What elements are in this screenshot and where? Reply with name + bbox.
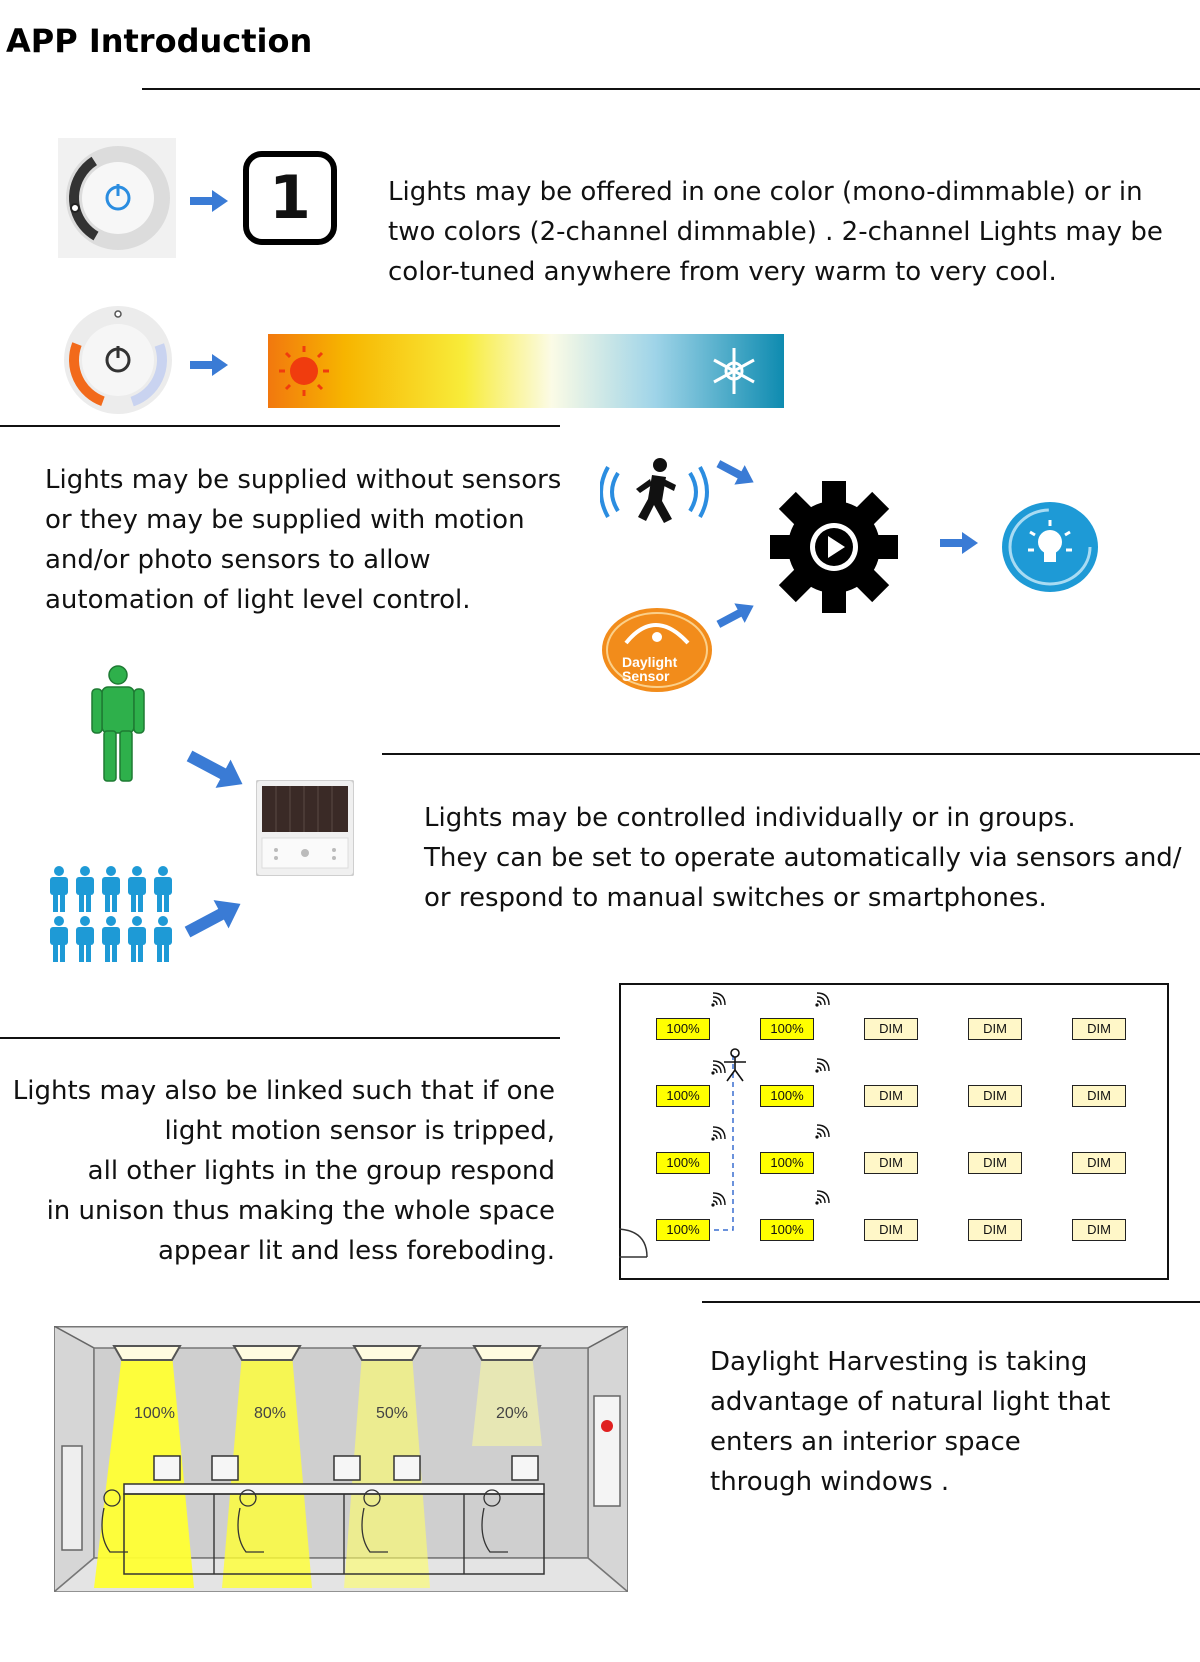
arrow-up-right-icon bbox=[716, 600, 756, 635]
section-divider bbox=[702, 1301, 1200, 1303]
light-cell: DIM bbox=[864, 1085, 918, 1107]
level-label: 50% bbox=[376, 1405, 409, 1422]
daylight-description: Daylight Harvesting is taking advantage of natural light that enters an interior space through windows . bbox=[710, 1347, 1111, 1497]
light-cell: 100% bbox=[656, 1085, 710, 1107]
page-title: APP Introduction bbox=[6, 22, 313, 60]
light-cell: DIM bbox=[1072, 1152, 1126, 1174]
color-description: Lights may be offered in one color (mono-dimmable) or in two colors (2-channel dimmable) . 2-channel Lights may be color-tuned anywhere from very warm to very cool. bbox=[388, 177, 1163, 287]
color-tune-dimmer-icon bbox=[60, 302, 176, 418]
arrow-down-right-icon bbox=[186, 748, 246, 797]
light-cell: DIM bbox=[1072, 1085, 1126, 1107]
daylight-sensor-label-line2: Sensor bbox=[622, 668, 670, 684]
section-divider bbox=[382, 753, 1200, 755]
daylight-sensor-label-line1: Daylight bbox=[622, 654, 678, 670]
light-cell: DIM bbox=[968, 1085, 1022, 1107]
arrow-right-icon bbox=[190, 354, 228, 381]
mono-channel-number: 1 bbox=[269, 163, 311, 233]
sensors-description: Lights may be supplied without sensors or they may be supplied with motion and/or photo sensors to allow automation of light level control. bbox=[45, 465, 562, 615]
group-people-icon bbox=[48, 866, 178, 966]
section-divider bbox=[0, 425, 560, 427]
linked-description: Lights may also be linked such that if one light motion sensor is tripped, all other lights in the group respond in unison thus making the whole space appear lit and less foreboding. bbox=[12, 1076, 555, 1266]
light-cell: DIM bbox=[1072, 1219, 1126, 1241]
single-person-icon bbox=[88, 665, 148, 783]
arrow-right-icon bbox=[940, 532, 978, 559]
groups-description: Lights may be controlled individually or in groups. They can be set to operate automatically via sensors and/ or respond to manual switches or smartphones. bbox=[424, 803, 1182, 913]
motion-sensor-icon bbox=[600, 455, 710, 530]
light-cell: 100% bbox=[760, 1219, 814, 1241]
light-cell: DIM bbox=[864, 1219, 918, 1241]
section-divider bbox=[0, 1037, 560, 1039]
light-cell: 100% bbox=[656, 1018, 710, 1040]
light-cell: DIM bbox=[968, 1018, 1022, 1040]
daylight-sensor-icon bbox=[600, 605, 714, 695]
title-underline bbox=[142, 88, 1200, 90]
light-cell: 100% bbox=[656, 1219, 710, 1241]
light-cell: DIM bbox=[1072, 1018, 1126, 1040]
light-cell: DIM bbox=[968, 1219, 1022, 1241]
arrow-down-right-icon bbox=[716, 458, 756, 493]
linked-lights-floorplan bbox=[619, 983, 1169, 1280]
light-cell: 100% bbox=[760, 1018, 814, 1040]
wall-controller-icon bbox=[256, 780, 354, 876]
level-label: 80% bbox=[254, 1405, 287, 1422]
arrow-right-icon bbox=[190, 190, 228, 217]
light-cell: 100% bbox=[760, 1152, 814, 1174]
light-cell: DIM bbox=[864, 1152, 918, 1174]
light-cell: 100% bbox=[656, 1152, 710, 1174]
color-temperature-bar bbox=[268, 334, 784, 408]
light-cell: DIM bbox=[968, 1152, 1022, 1174]
mono-channel-badge bbox=[242, 150, 338, 246]
light-bulb-icon bbox=[1000, 500, 1100, 594]
level-label: 100% bbox=[134, 1405, 175, 1422]
automation-gear-icon bbox=[770, 480, 898, 614]
mono-dimmer-icon bbox=[58, 138, 176, 258]
light-cell: DIM bbox=[864, 1018, 918, 1040]
office-daylight-illustration bbox=[54, 1326, 628, 1592]
arrow-up-right-icon bbox=[184, 896, 244, 945]
level-label: 20% bbox=[496, 1405, 529, 1422]
light-cell: 100% bbox=[760, 1085, 814, 1107]
